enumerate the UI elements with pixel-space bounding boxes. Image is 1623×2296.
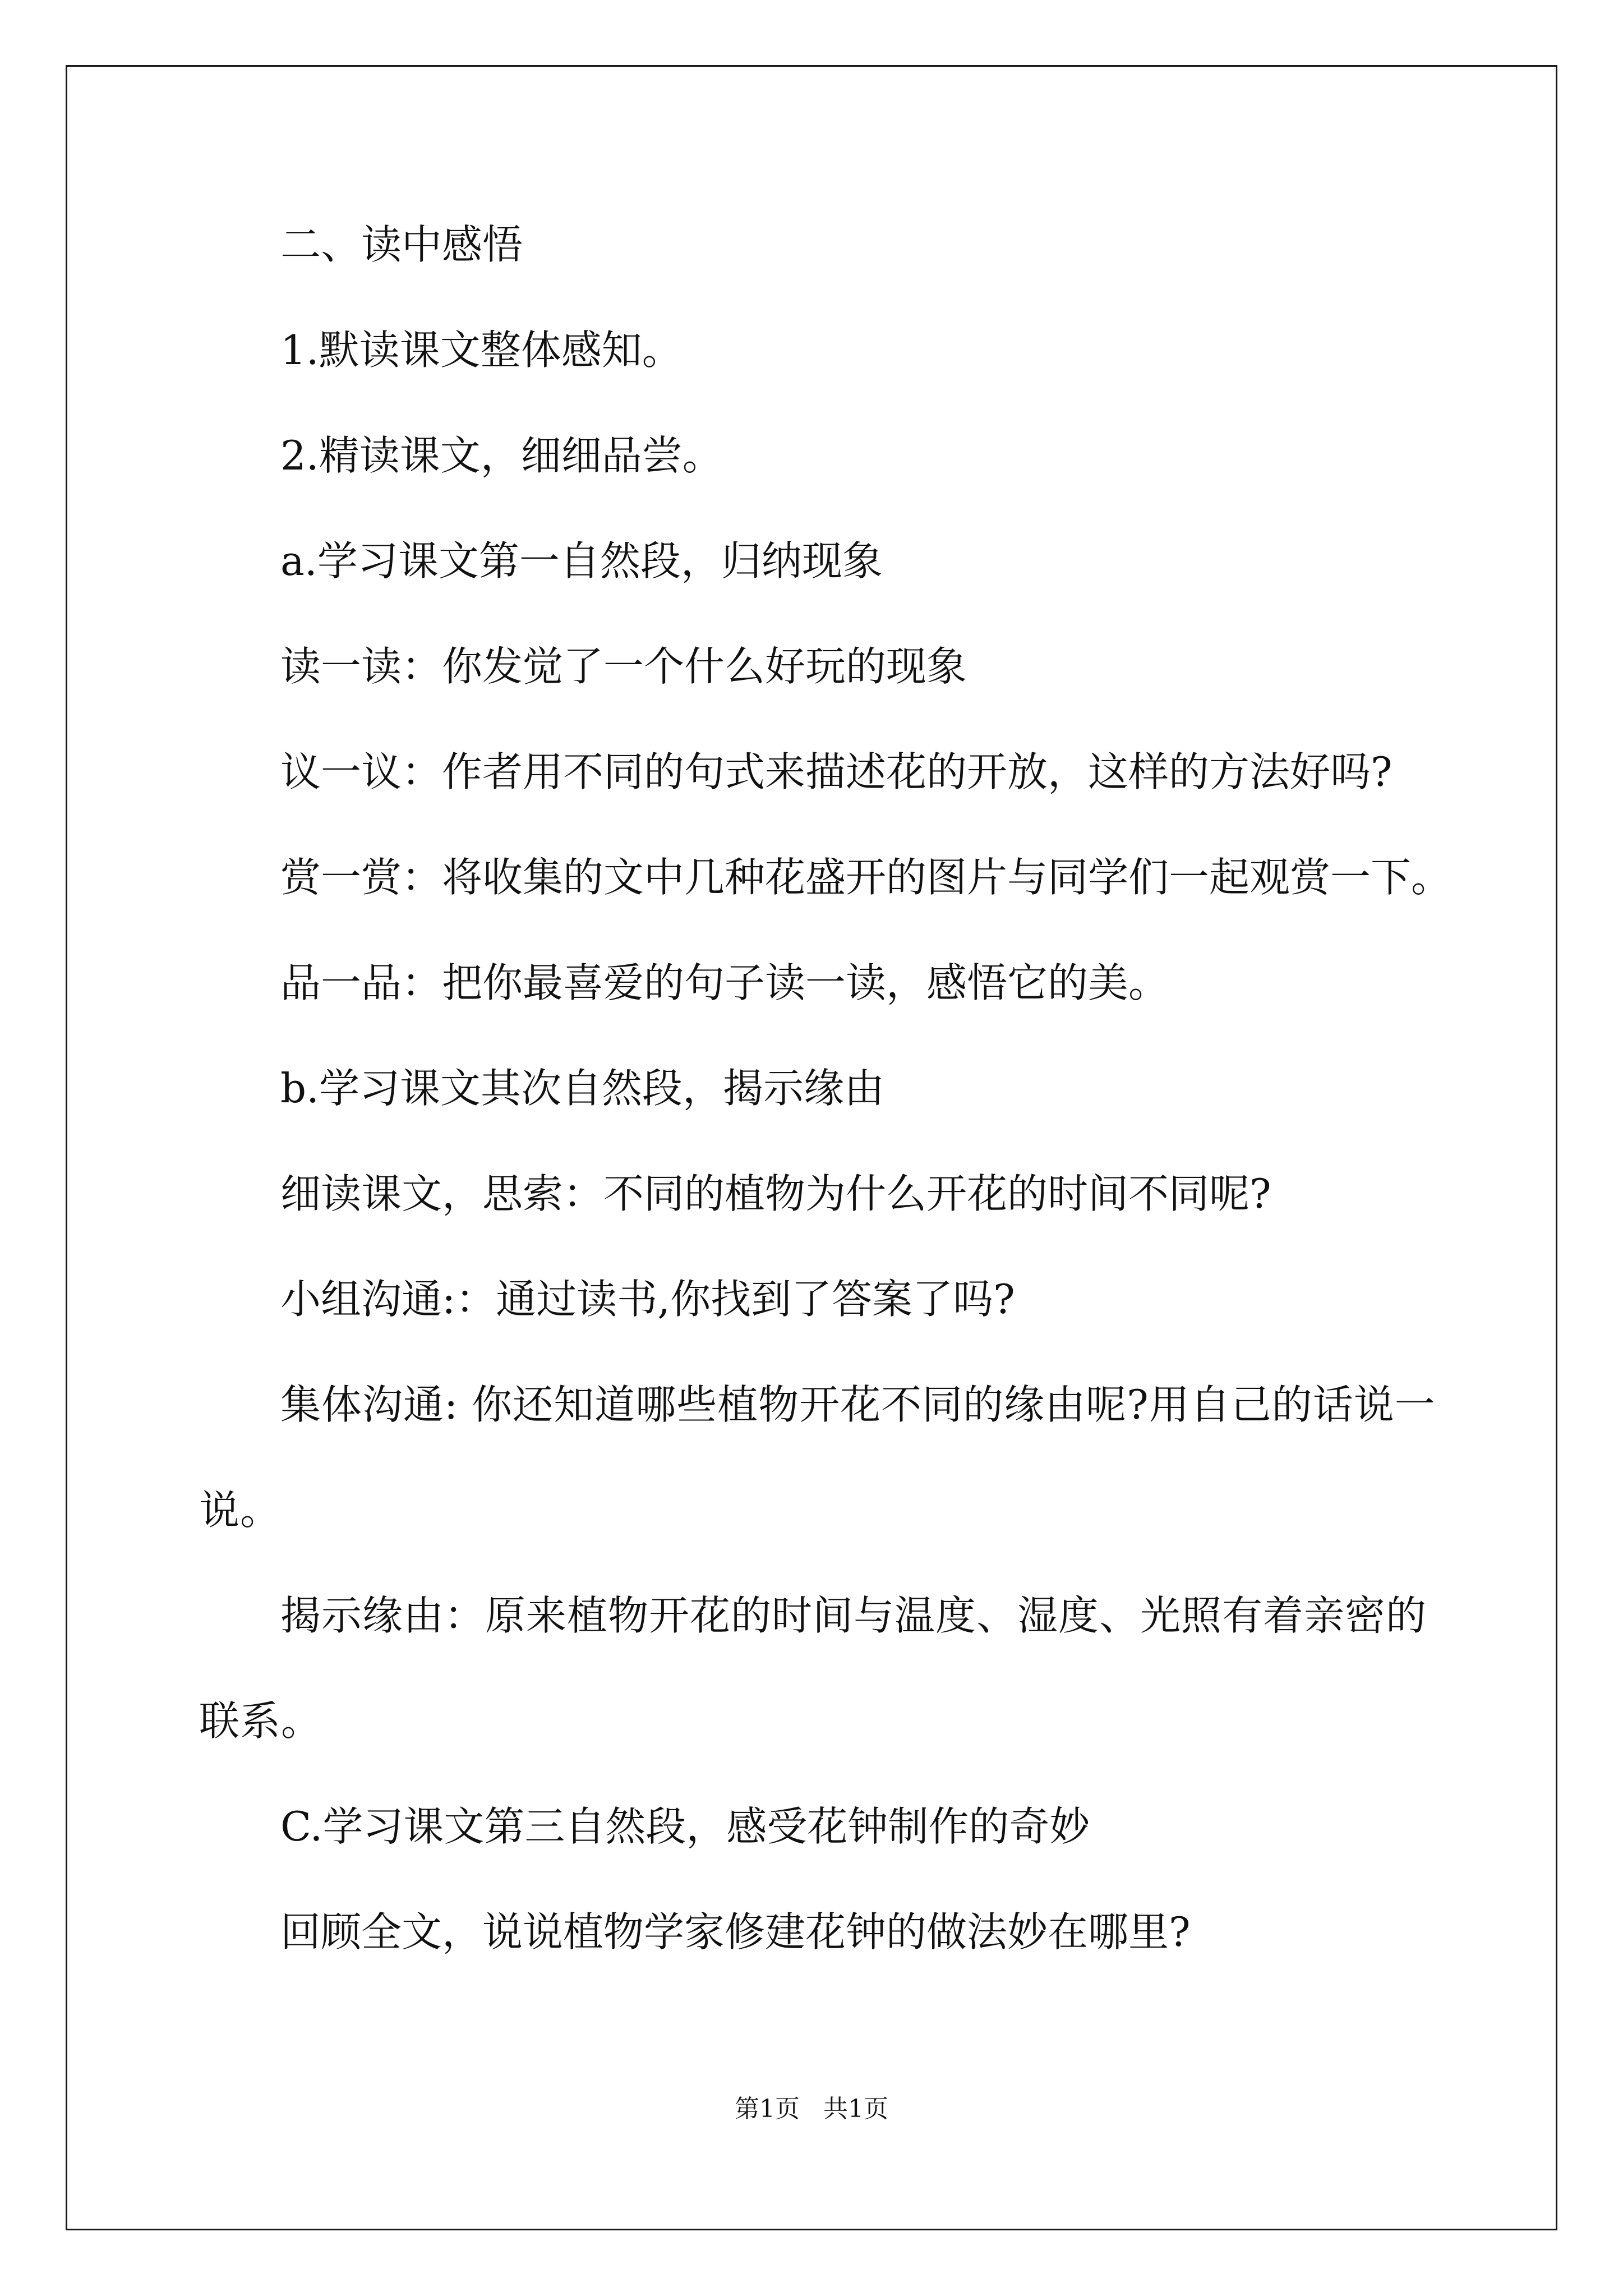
- section-heading: 二、读中感悟: [280, 221, 523, 268]
- paragraph-step-2: 2.精读课文，细细品尝。: [280, 432, 723, 479]
- paragraph-group: 小组沟通:：通过读书,你找到了答案了吗?: [280, 1276, 1015, 1323]
- paragraph-reveal: 揭示缘由：原来植物开花的时间与温度、湿度、光照有着亲密的联系。: [199, 1592, 1427, 1745]
- paragraph-collective: 集体沟通: 你还知道哪些植物开花不同的缘由呢?用自己的话说一说。: [199, 1381, 1436, 1534]
- paragraph-review: 回顾全文，说说植物学家修建花钟的做法妙在哪里?: [280, 1908, 1191, 1955]
- paragraph-savor: 品一品：把你最喜爱的句子读一读，感悟它的美。: [280, 959, 1169, 1006]
- paragraph-read: 读一读：你发觉了一个什么好玩的现象: [280, 643, 967, 690]
- paragraph-appreciate: 赏一赏：将收集的文中几种花盛开的图片与同学们一起观赏一下。: [280, 854, 1452, 901]
- page-footer: 第1页 共1页: [735, 2095, 888, 2123]
- paragraph-a: a.学习课文第一自然段，归纳现象: [280, 537, 883, 585]
- document-body: [199, 220, 1452, 2013]
- paragraph-step-1: 1.默读课文整体感知。: [280, 326, 683, 374]
- paragraph-b: b.学习课文其次自然段，揭示缘由: [280, 1065, 884, 1112]
- paragraph-discuss: 议一议：作者用不同的句式来描述花的开放，这样的方法好吗?: [280, 748, 1393, 795]
- paragraph-think: 细读课文，思索：不同的植物为什么开花的时间不同呢?: [280, 1170, 1271, 1217]
- paragraph-c: C.学习课文第三自然段，感受花钟制作的奇妙: [280, 1803, 1090, 1850]
